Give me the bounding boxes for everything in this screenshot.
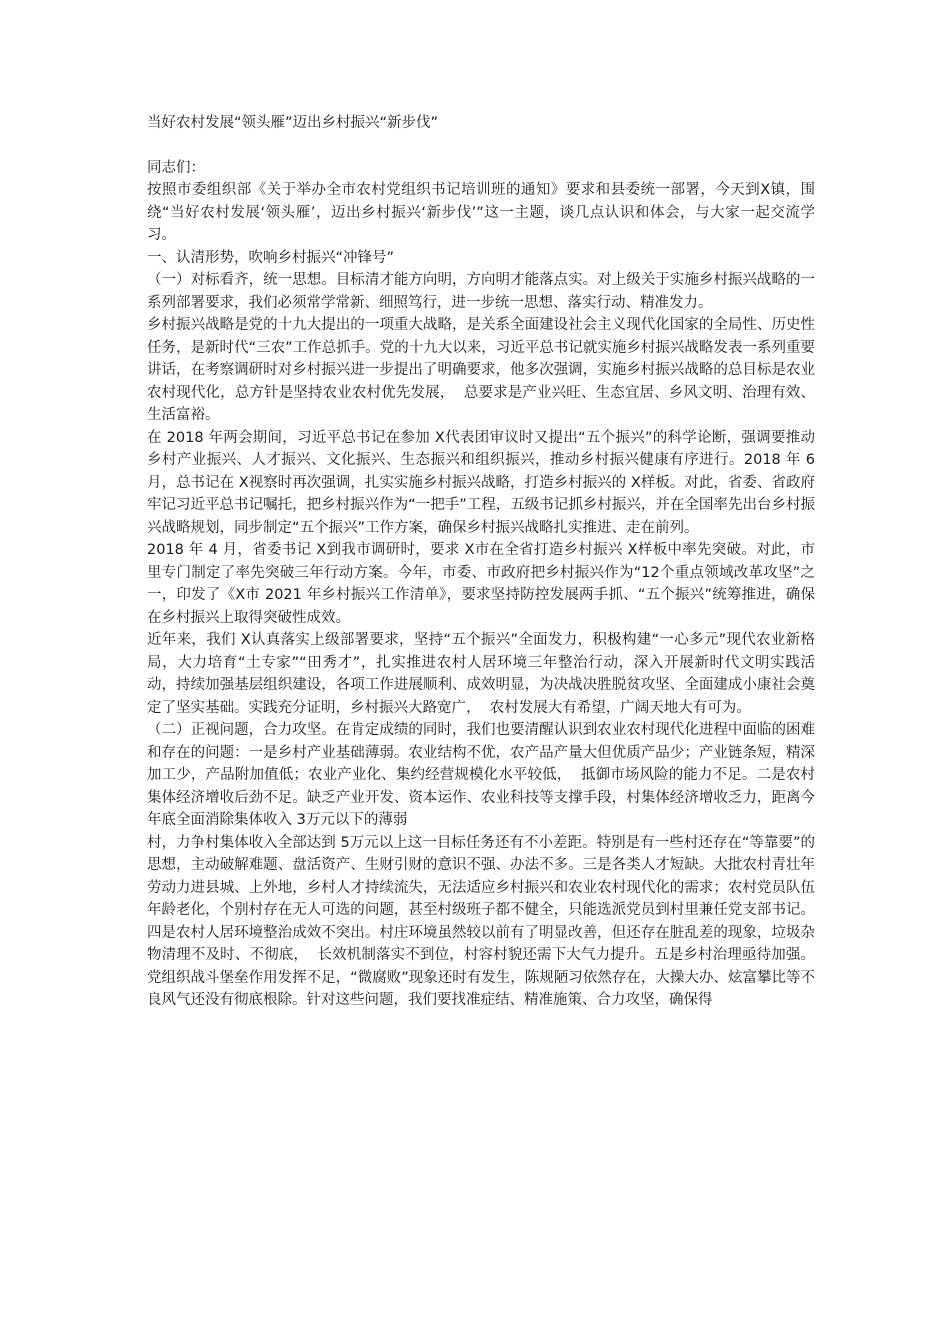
document-body bbox=[147, 112, 820, 1012]
subsection-2-paragraph: （二）正视问题，合力攻坚。在肯定成绩的同时，我们也要清醒认识到农业农村现代化进程中面临的困难和存在的问题：一是乡村产业基础薄弱。农业结构不优，农产品产量大但优质产品少；产业链条短，精深加工少，产品附加值低；农业产业化、集约经营规模化水平较低， 抵御市场风险的能力不足。二是农村集体经济增收后劲不足。缺乏产业开发、资本运作、农业科技等支撑手段，村集体经济增收乏力，距离今年底全面消除集体收入 3万元以下的薄弱 bbox=[147, 722, 815, 828]
salutation: 同志们： bbox=[147, 159, 205, 176]
body-paragraph: 2018 年 4 月，省委书记 X到我市调研时，要求 X市在全省打造乡村振兴 X样板中率先突破。对此，市里专门制定了率先突破三年行动方案。今年，市委、市政府把乡村振兴作为“12个重点领域改革攻坚”之一，印发了《X市 2021 年乡村振兴工作清单》，要求坚持防控发展两手抓、“五个振兴”统筹推进，确保在乡村振兴上取得突破性成效。 bbox=[147, 542, 815, 626]
section-heading-1: 一、认清形势，吹响乡村振兴“冲锋号” bbox=[147, 249, 395, 266]
body-paragraph: 在 2018 年两会期间，习近平总书记在参加 X代表团审议时又提出“五个振兴”的科学论断，强调要推动乡村产业振兴、人才振兴、文化振兴、生态振兴和组织振兴，推动乡村振兴健康有序进行。2018 年 6 月，总书记在 X视察时再次强调，扎实实施乡村振兴战略，打造乡村振兴的 X样板。对此，省委、省政府牢记习近平总书记嘱托，把乡村振兴作为“一把手”工程，五级书记抓乡村振兴，并在全国率先出台乡村振兴战略规划，同步制定“五个振兴”工作方案，确保乡村振兴战略扎实推进、走在前列。 bbox=[147, 429, 820, 536]
document-title: 当好农村发展“领头雁”迈出乡村振兴“新步伐” bbox=[147, 115, 439, 131]
body-paragraph: 村，力争村集体收入全部达到 5万元以上这一目标任务还有不小差距。特别是有一些村还存在“等靠要”的思想，主动破解难题、盘活资产、生财引财的意识不强、办法不多。三是各类人才短缺。大批农村青壮年劳动力进县城、上外地，乡村人才持续流失，无法适应乡村振兴和农业农村现代化的需求；农村党员队伍年龄老化，个别村存在无人可选的问题，甚至村级班子都不健全，只能选派党员到村里兼任党支部书记。四是农村人居环境整治成效不突出。村庄环境虽然较以前有了明显改善，但还存在脏乱差的现象，垃圾杂物清理不及时、不彻底， 长效机制落实不到位，村容村貌还需下大气力提升。五是乡村治理亟待加强。党组织战斗堡垒作用发挥不足，“微腐败”现象还时有发生，陈规陋习依然存在，大操大办、炫富攀比等不良风气还没有彻底根除。针对这些问题，我们要找准症结、精准施策、合力攻坚，确保得 bbox=[147, 834, 815, 1008]
body-paragraph: 乡村振兴战略是党的十九大提出的一项重大战略，是关系全面建设社会主义现代化国家的全局性、历史性任务，是新时代“三农”工作总抓手。党的十九大以来，习近平总书记就实施乡村振兴战略发表一系列重要讲话，在考察调研时对乡村振兴进一步提出了明确要求，他多次强调，实施乡村振兴战略的总目标是农业农村现代化，总方针是坚持农业农村优先发展， 总要求是产业兴旺、生态宜居、乡风文明、治理有效、生活富裕。 bbox=[147, 317, 815, 423]
body-paragraph: 近年来，我们 X认真落实上级部署要求，坚持“五个振兴”全面发力，积极构建“一心多元”现代农业新格局，大力培育“土专家”“田秀才”，扎实推进农村人居环境三年整治行动，深入开展新时代文明实践活动，持续加强基层组织建设，各项工作进展顺利、成效明显，为决战决胜脱贫攻坚、全面建成小康社会奠定了坚实基础。实践充分证明，乡村振兴大路宽广， 农村发展大有希望，广阔天地大有可为。 bbox=[147, 632, 815, 716]
subsection-1-paragraph: （一）对标看齐，统一思想。目标清才能方向明，方向明才能落点实。对上级关于实施乡村振兴战略的一系列部署要求，我们必须常学常新、细照笃行，进一步统一思想、落实行动、精准发力。 bbox=[147, 272, 815, 311]
intro-paragraph: 按照市委组织部《关于举办全市农村党组织书记培训班的通知》要求和县委统一部署，今天到X镇，围绕“当好农村发展‘领头雁’，迈出乡村振兴‘新步伐’”这一主题，谈几点认识和体会，与大家一起交流学习。 bbox=[147, 182, 815, 243]
